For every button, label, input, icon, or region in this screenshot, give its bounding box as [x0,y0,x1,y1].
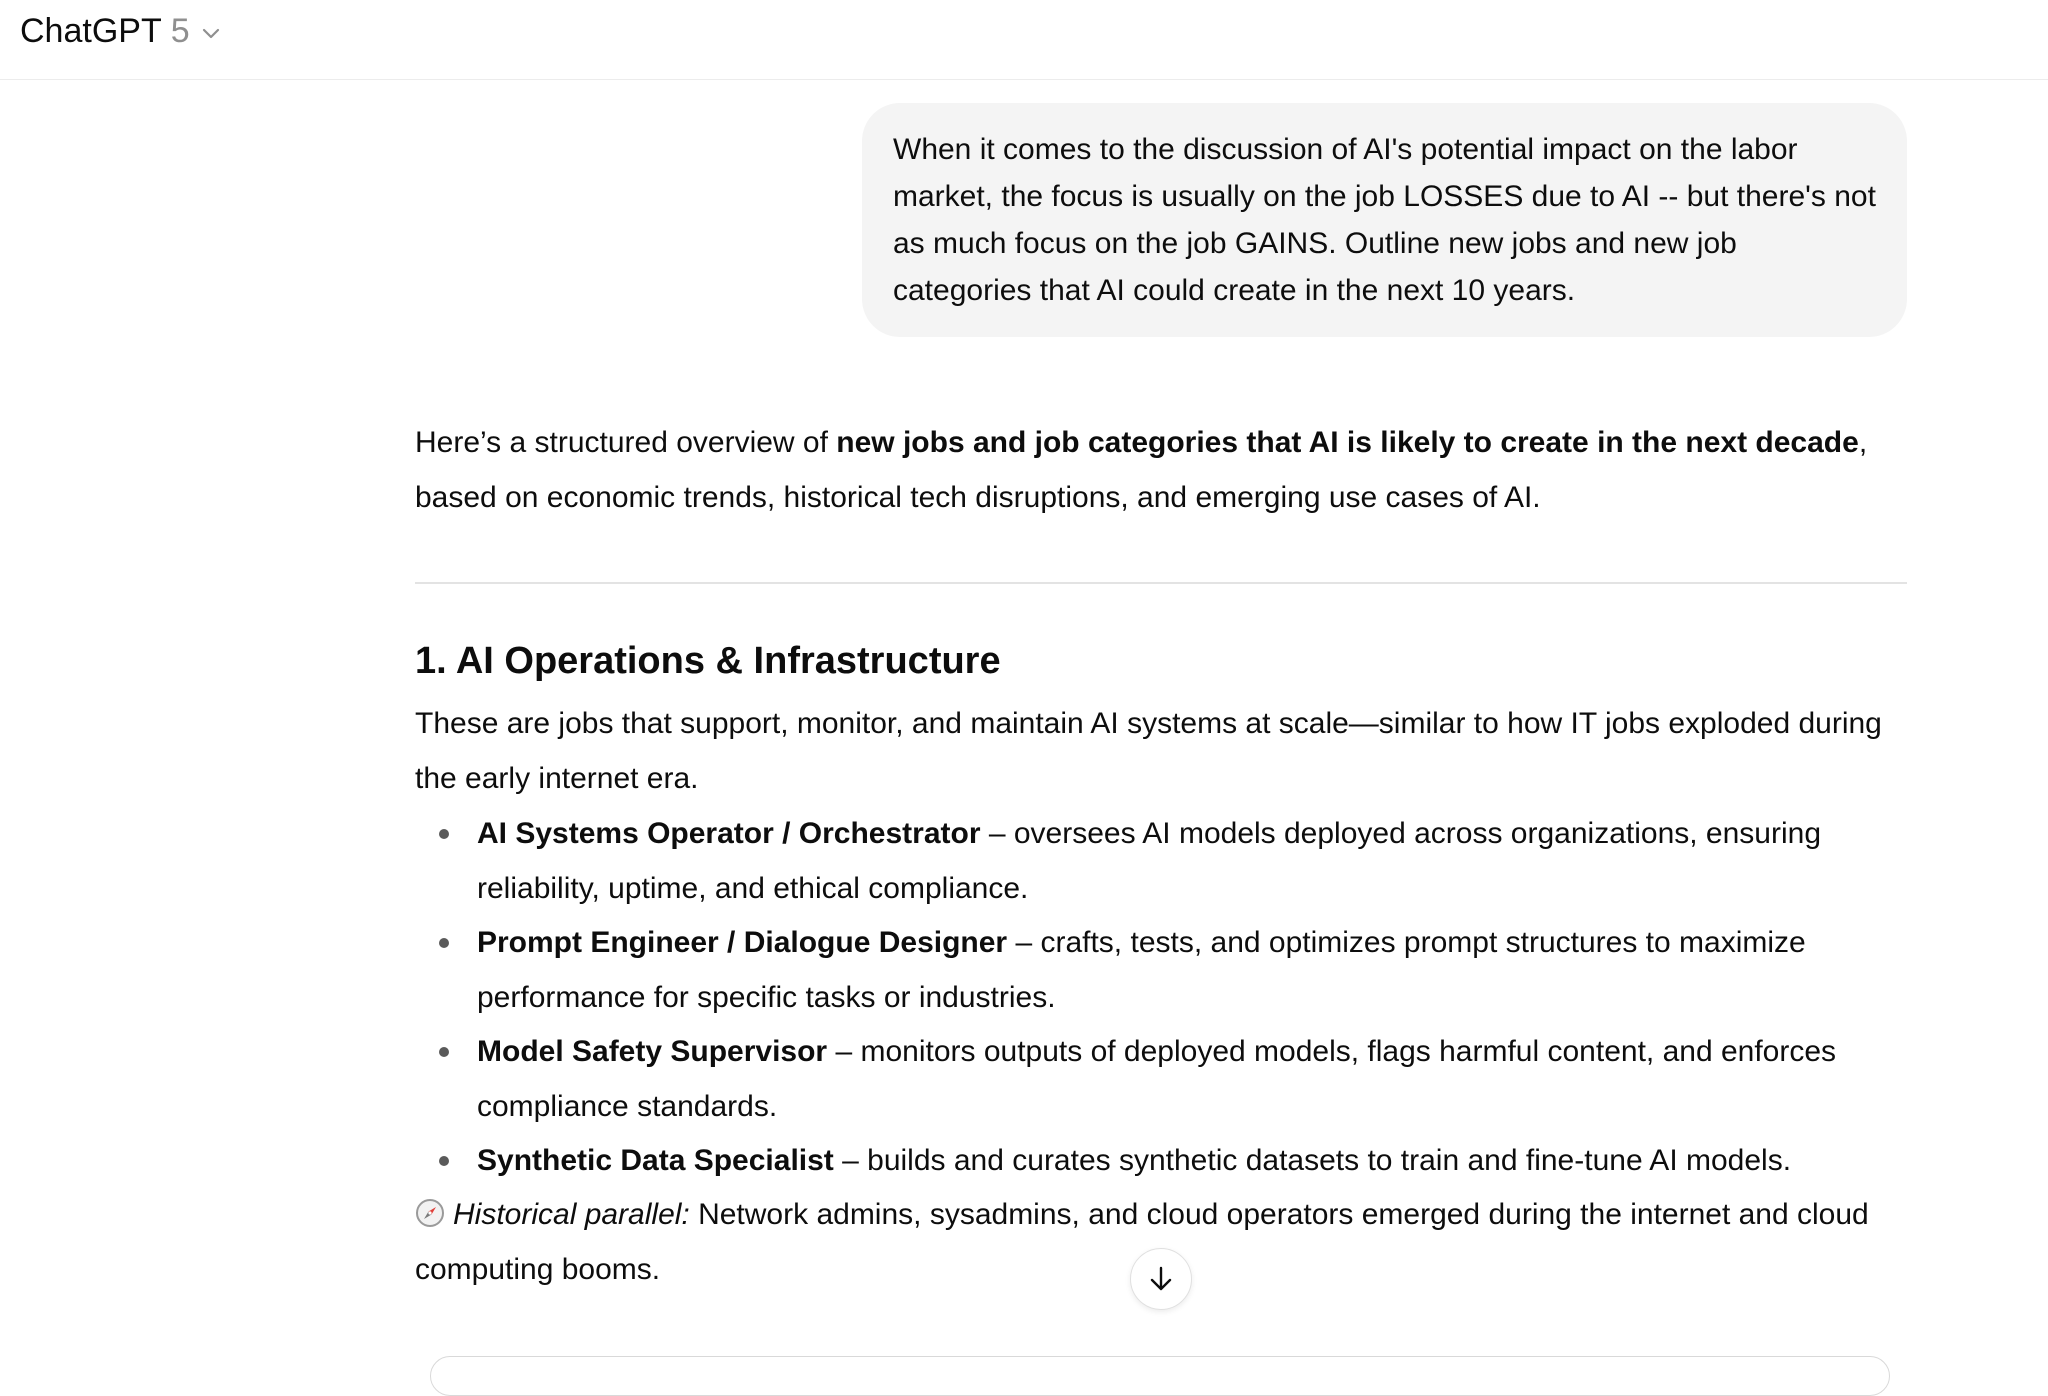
compass-icon [415,1198,445,1228]
model-name: ChatGPT [20,11,162,50]
list-item [477,915,1907,1025]
job-title: Model Safety Supervisor [477,1035,828,1068]
assistant-intro [415,415,1907,525]
bullet-icon [439,1047,449,1057]
parallel-text: Network admins, sysadmins, and cloud operators emerged during the internet and cloud computing booms. [415,1198,1869,1286]
user-message-text: When it comes to the discussion of AI's potential impact on the labor market, the focus is usually on the job LOSSES due to AI -- but there's not as much focus on the job GAINS. Outline new jobs and new job categories that AI could create in the next 10 years. [893,133,1876,307]
top-bar [0,0,2048,80]
job-detail: – monitors outputs of deployed models, flags harmful content, and enforces compliance standards. [477,1035,1837,1123]
job-title: AI Systems Operator / Orchestrator [477,817,981,850]
section-heading: 1. AI Operations & Infrastructure [415,640,1001,682]
model-version: 5 [170,11,190,50]
intro-bold: new jobs and job categories that AI is likely to create in the next decade [836,426,1859,459]
arrow-down-icon [1144,1262,1178,1296]
chevron-down-icon [199,21,223,45]
job-title: Prompt Engineer / Dialogue Designer [477,926,1008,959]
model-switcher[interactable] [20,8,223,54]
assistant-message [415,415,1907,1297]
job-list [415,806,1907,1188]
scroll-to-bottom-button[interactable] [1130,1248,1192,1310]
user-message-bubble [862,103,1907,337]
section-description: These are jobs that support, monitor, and maintain AI systems at scale—similar to how IT jobs exploded during the early internet era. [415,707,1882,795]
job-detail: – crafts, tests, and optimizes prompt structures to maximize performance for specific tasks or industries. [477,926,1806,1014]
intro-prefix: Here’s a structured overview of [415,426,837,459]
list-item [477,806,1907,916]
parallel-label: Historical parallel: [453,1198,690,1231]
intro-suffix: , based on economic trends, historical tech disruptions, and emerging use cases of AI. [415,426,1868,514]
bullet-icon [439,1156,449,1166]
section-divider [415,582,1907,584]
list-item [477,1133,1907,1188]
job-title: Synthetic Data Specialist [477,1144,834,1177]
list-item [477,1024,1907,1134]
bullet-icon [439,829,449,839]
bullet-icon [439,938,449,948]
message-composer[interactable] [430,1356,1890,1396]
job-detail: – oversees AI models deployed across organizations, ensuring reliability, uptime, and ethical compliance. [477,817,1821,905]
job-detail: – builds and curates synthetic datasets to train and fine-tune AI models. [833,1144,1792,1177]
